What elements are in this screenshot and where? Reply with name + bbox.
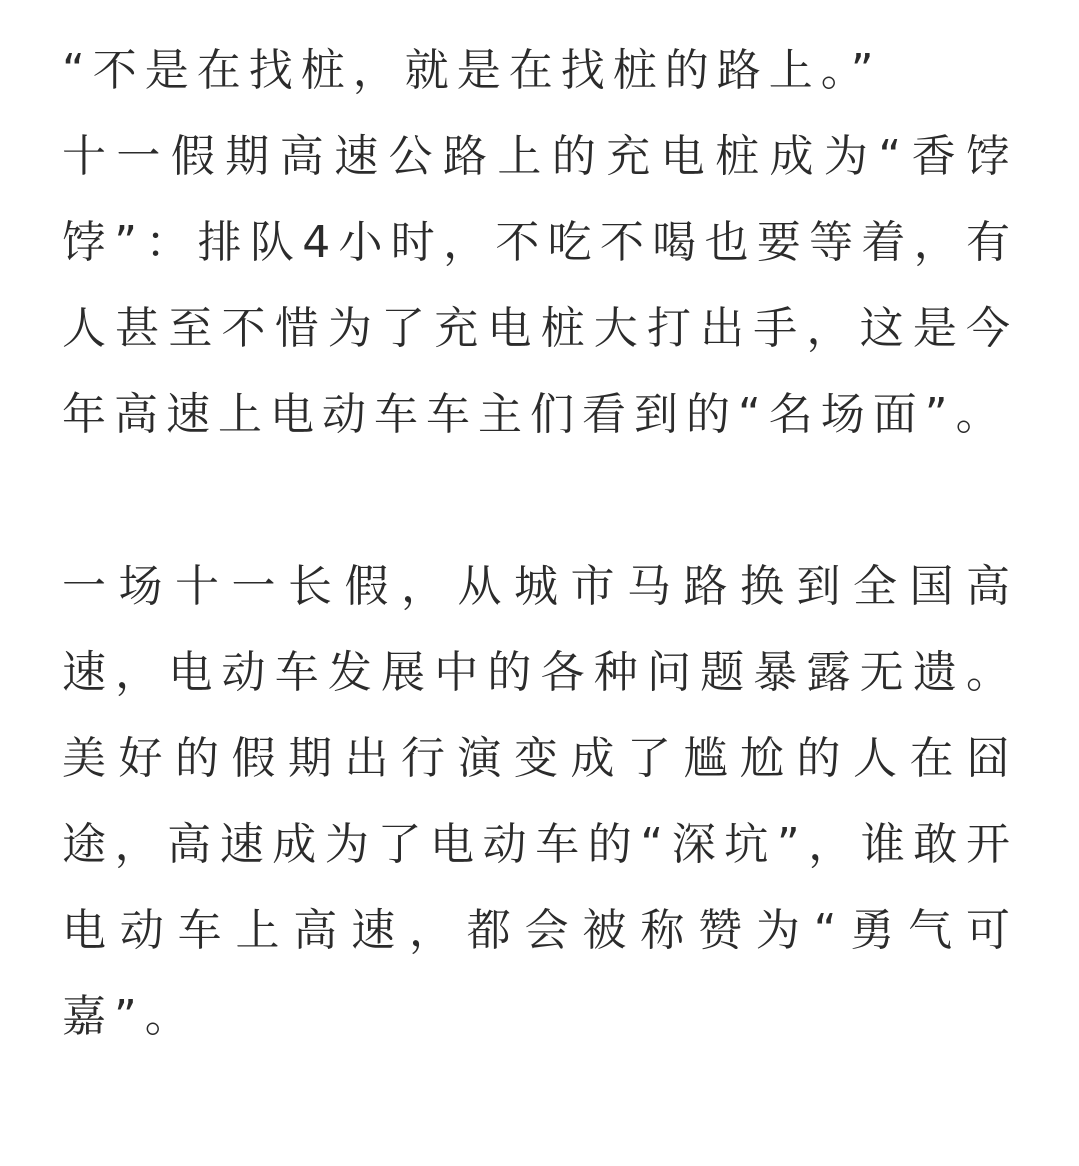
article-paragraph-1: “不是在找桩，就是在找桩的路上。” 十一假期高速公路上的充电桩成为“香饽饽”：排队4小时，不吃不喝也要等着，有人甚至不惜为了充电桩大打出手，这是今年高速上电动车车主们看到的“名场面”。 xyxy=(62,45,1018,440)
article-paragraph-2: 一场十一长假，从城市马路换到全国高速，电动车发展中的各种问题暴露无遗。美好的假期出行演变成了尴尬的人在囧途，高速成为了电动车的“深坑”，谁敢开电动车上高速，都会被称赞为“勇气可嘉”。 xyxy=(62,561,1018,1042)
paragraph-spacer xyxy=(62,458,1018,544)
article-body xyxy=(62,28,1018,1060)
